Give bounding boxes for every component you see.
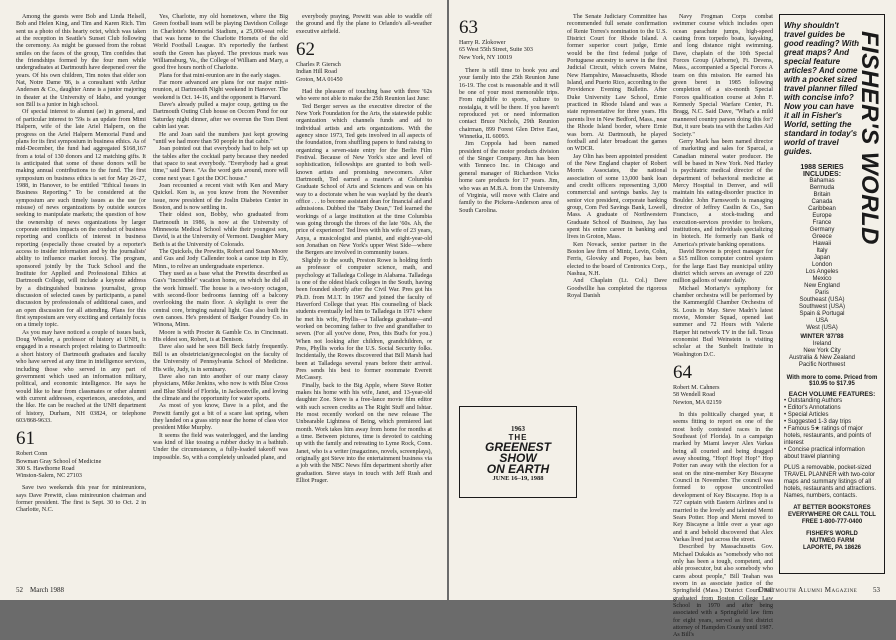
ad-winter-item: Ireland: [812, 341, 832, 347]
address-line: 58 Wendell Road: [673, 392, 716, 399]
ad-brand-vertical: [857, 23, 881, 253]
paragraph: The Quickels, the Prewitts, Robert and Susan Moore and Gus and Jody Callender took a canoe trip in Ely, Minn., to relive an undergraduate experience.: [153, 249, 288, 270]
paragraph: Michael Moriarty's symphony for chamber orchestra will be performed by the Kammergild Chamber Orchestra of St. Louis in May. Steve Madri's latest movie, Monster Squad, opened last summer and 72 Hours with Valerie Harper hit network TV in the fall. Texas economist Bud Weinstein is visiting scholar at the Sunbelt Institute in Washington D.C.: [673, 285, 773, 358]
ad-feature-item: • Famous 5★ ratings of major hotels, restaurants, and points of interest: [784, 426, 880, 447]
paragraph: Described by Massachusetts Gov. Michael Dukakis as "somebody who not only has been a tough, competent, and able prosecutor, but also somebody who cares about people," Bill Teahan was sworn in as associate justice of the Springfield (Mass.) District Court. Bill graduated from Boston College Law School in 1970 and after being associated with a Springfield law firm for eight years, served as first district attorney of Hampden County until 1987. As Bill's: [673, 544, 773, 639]
ad-feature-item: • Suggested 1-3 day trips: [784, 419, 880, 426]
paragraph: Finally, back to the Big Apple, where Steve Rotter makes his home with his wife, Janet, and 13-year-old daughter Zoe. Steve is a free-lance movie film editor with such screen credits as The Right Stuff and Ishtar. He most recently worked on the new release The Unbearable Lightness of Being, which premiered last month. Work takes him away from home for months at a time. Between pictures, time is devoted to catching up with the family and retreating to Lyme Rock, Conn. Janet, who is a writer (magazines, novels, screenplays), originally got Steve into the entertainment business via a job with the NBC News film department shortly after graduation. Steve stays in touch with Jeff Rush and Elliot Prager.: [296, 382, 432, 485]
paragraph: Dave's already pulled a major coup, getting us the Dartmouth Outing Club house on Occom Pond for our Saturday night dinner, after we overrun the Tom Dent cabin last year.: [153, 102, 288, 131]
ad-destination: Germany: [809, 227, 835, 233]
paragraph: Navy Frogman Corps combat swimmer course which includes open ocean parachute jumps, high-speed casting from torpedo boats, kayaking, and long distance night swimming. Dave, chaplain of the 10th Special Forces Group (Airborne), Ft. Devens, Mass., accompanied a Special Forces A team on this mission. He earned his green beret in 1985 following completion of a six-month Special Forces qualification course at John F. Kennedy Special Warfare Center, Ft. Bragg, N.C. Said Dave, "What's a mild mannered country parson doing this for? But, it sure beats tea with the Ladies Aid Society.": [673, 14, 773, 138]
address-line: New York, NY 10019: [459, 54, 513, 61]
paragraph: As you may have noticed a couple of issues back, Doug Wheeler, a professor of history at UNH, is engaged in a research project relating to Dartmouth: a short history of Dartmouth graduates and faculty who have served at any time in intelligence services, including those who served in any part of government which used an information military, political, and economic intelligence. He says he would like to hear from classmates or other alumni with current addresses, experiences, anecdotes, and the like. He can be reached at the UNH department of history, Durham, NH 03824, or telephone 603/868-9633.: [16, 329, 146, 424]
ad-destination: Southeast (USA): [799, 297, 845, 303]
reunion-logo-box: [459, 406, 577, 498]
ad-destination: Paris: [815, 290, 829, 296]
paragraph: Their oldest son, Bobby, who graduated from Dartmouth in 1986, is now at the University of Minnesota Medical School while their youngest son, David, is at the University of Vermont. Daughter Mary Beth is at the University of Colorado.: [153, 212, 288, 248]
column-2-paragraphs: [153, 14, 288, 462]
paragraph: And Chaplain (Lt. Col.) Dave Goodwillie has completed the rigorous Royal Danish: [567, 278, 667, 300]
ad-destination: New England: [804, 283, 840, 289]
ad-press-city: LAPORTE, PA 18626: [802, 545, 862, 551]
address-line: Robert Conn: [16, 451, 48, 458]
paragraph: Plans for that mini-reunion are in the early stages.: [159, 72, 281, 79]
address-line: 300 S. Hawthorne Road: [16, 465, 75, 472]
logo-line-1: GREENEST: [484, 439, 551, 454]
page-number: 52: [16, 586, 23, 594]
class-number-61: 61: [16, 428, 35, 450]
paragraph: Save two weekends this year for minireunions, says Dave Prewitt, class minireunion chairman and former president. The first is Sept. 30 to Oct. 2 in Charlotte, N.C.: [16, 485, 146, 514]
ad-destination: West (USA): [806, 325, 838, 331]
column-1-paragraphs: [16, 14, 146, 425]
paragraph: As most of you know, Dave is a pilot, and the Prewitt family got a bit of a scare last spring, when they landed on a grass strip near the home of class vice president Mike Murphy.: [153, 403, 288, 432]
address-line: 65 West 55th Street, Suite 303: [459, 47, 533, 54]
paragraph: Yes, Charlotte, my old hometown, where the Big Green football team will be playing Davidson College in Charlotte's Memorial Stadium, a 25,000-seat relic that was home to the Charlotte Hornets of the old World Football League. It's reportedly the farthest south the Green has played. The previous mark was Williamsburg, Va., the College of William and Mary, a good five hours north of Charlotte.: [153, 14, 288, 72]
ad-series-includes: INCLUDES:: [802, 171, 842, 178]
paragraph: Among the guests were Bob and Linda Helsell, Bob and Helen King, and Tim and Karen Rich. Tim sent us a photo of this hearty octet, which was taken at the reception in Seattle's Sunset Club following the ceremony. As might be guessed from the robust smiles on the faces of the group, Tim confides that the friendships formed by the four men while undergraduates at Dartmouth have deepened over the years. Of his own children, Tim notes that elder son Nat, Notre Dame '86, is a consultant with Arthur Andersen & Co., daughter Anne is a junior majoring in theater at the University of Idaho, and younger son Bill is a junior in high school.: [16, 14, 146, 109]
ad-destination: Britain: [813, 192, 831, 198]
paragraph: He and Joan said the numbers just kept growing "until we had more than 50 people in that cabin.": [153, 131, 288, 145]
ad-feature-item: • Outstanding Authors: [784, 398, 880, 405]
paragraph: In this politically charged year, it seems fitting to report on one of the most hotly contested races in the Southeast (of Florida). In a campaign marked by Miami lawyer Alex Varkas being all courted and being dragged away shouting, "Hop! Hop! Hop!" Hop Potter ran away with the election for a seat on the nine-member Key Biscayne Council in November. The council was formed to oppose uncontrolled development of Key Biscayne. Hop is a 727 captain with Eastern Airlines and is married to the lovely and talented Merni Sears Potter. Hop and Merni moved to Key Biscayne a little over a year ago and it and behold discovered that Alex Varkas lived just across the street.: [673, 412, 773, 543]
left-folio: [16, 586, 64, 594]
ad-series-title: 1988 SERIES: [800, 164, 844, 171]
address-line: Indian Hill Road: [296, 69, 337, 76]
ad-winter-list: [784, 341, 860, 369]
ad-destination-list: [784, 178, 860, 332]
ad-headline: Why shouldn't travel guides be good reading? With great maps? And special feature articles? And come with a pocket sized travel planner filled with concise info? Now you can have it all in Fisher's World, setting the standard in today's world of travel guides.: [784, 21, 860, 156]
ad-destination: Hawaii: [812, 241, 831, 247]
ad-destination: Canada: [811, 199, 833, 205]
ad-destination: Caribbean: [808, 206, 836, 212]
paragraph: Joan recounted a recent visit with Ken and Mary Quickel. Ken is, as you know from the November issue, now president of the Joslin Diabetes Center in Boston, and is now settling in.: [153, 182, 288, 211]
paragraph: Had the pleasure of touching base with three '62s who were not able to make the 25th Reunion last June:: [296, 88, 432, 103]
paragraph: Dave also said he sees Bill Beck fairly frequently. Bill is an obstetrician/gynecologist on the faculty of the University of Pennsylvania School of Medicine. His wife, Judy, is in seminary.: [153, 344, 288, 373]
paragraph: They used as a base what the Prewitts described as Gus's "incredible" vacation home, on which he did all the work himself. The house is a two-story octagon, with second-floor bedrooms fanning off a balcony overlooking the main floor. A skylight is over the central core, bringing natural light. Gus also built his own canoes. He's president of Badger Foundry Co. in Winona, Minn.: [153, 271, 288, 329]
column-1-after-paragraphs: [16, 485, 146, 514]
paragraph: David Browne is project manager for a $15 million computer control system for the large East Bay municipal utility district which serves an average of 220 million gallons of water daily.: [673, 249, 773, 285]
ad-brand: FISHER'S WORLD: [856, 30, 883, 246]
paragraph: It seems the field was waterlogged, and the landing was kind of like tossing a rubber ducky in a bathtub. Under the circumstances, a fully-loaded takeoff was impossible. So, with a completely unloaded plane, and: [153, 432, 288, 461]
ad-winter-item: New York City: [803, 348, 841, 354]
logo-line-2: SHOW: [499, 450, 537, 465]
ad-press: [784, 531, 880, 552]
paragraph: Jay Olin has been appointed president of the New England chapter of Robert Morris Associates, the national association of some 13,000 bank loan and credit officers representing 3,000 commercial and savings banks. Jay is senior vice president, corporate banking group, Com Fed Savings Bank, Lowell, Mass. A graduate of Northwestern Graduate School of Business, Jay has spent his entire career in banking and lives in Groton, Mass.: [567, 153, 667, 241]
left-column-2: [153, 14, 288, 574]
issue-month: March 1988: [30, 586, 65, 594]
ad-destination: Mexico: [812, 276, 832, 282]
class-number-63: 63: [459, 17, 478, 38]
paragraph: There is still time to book you and your family into the 25th Reunion June 16-19. The cost is reasonable and it will be one of your most memorable trips. From nightlife to sports, culture to nostalgia, it will be there. If you haven't reproduced yet or need information contact Bruce Nichols, 29th Reunion chairman, 899 Forest Glen Drive East, Winnetka, IL 60093.: [459, 68, 559, 141]
paragraph: Joan pointed out that everybody had to help set up the tables after the cocktail party because they needed that space to seat everybody. "Everybody had a great time," said Dave. "As the word gets around, more will come next year. I got the DOC house.": [153, 146, 288, 182]
reunion-logo: [459, 398, 577, 506]
address-line: Winston-Salem, NC 27103: [16, 473, 82, 480]
class-secretary-address: [16, 451, 146, 480]
paragraph: Dave also ran into another of our many classy physicians, Mike Jenkins, who now is with Blue Cross and Blue Shield of Florida, in Jacksonville, and loving the climate and the opportunity for water sports.: [153, 373, 288, 402]
ad-press-name: FISHER'S WORLD: [806, 531, 858, 537]
address-line: Robert M. Cahners: [673, 385, 720, 392]
ad-destination: Southwest (USA): [798, 304, 846, 310]
class-number-64: 64: [673, 362, 692, 384]
class-secretary-address: [296, 62, 432, 84]
ad-feature-item: • Special Articles: [784, 412, 880, 419]
column-3-after-paragraphs: [673, 412, 773, 640]
paragraph: Far more advanced are plans for our major mini-reunion, at Dartmouth Night weekend in Hanover. The weekend is Oct. 14-16, and the opponent is Harvard.: [153, 80, 288, 101]
left-column-3: [296, 14, 432, 574]
right-column-2: [567, 14, 667, 574]
ad-destination: Italy: [816, 248, 828, 254]
ad-destination: Greece: [812, 234, 832, 240]
page-number: 53: [873, 586, 880, 594]
ad-plus: PLUS a removable, pocket-sized TRAVEL PLANNER with two-color maps and summary listings of all hotels, restaurants and attractions. Names, numbers, contacts.: [784, 465, 877, 499]
ad-winter-item: Australia & New Zealand: [788, 355, 856, 361]
column-3-paragraphs: [296, 14, 432, 36]
ad-order-info: AT BETTER BOOKSTORES EVERYWHERE OR CALL TOLL FREE 1-800-777-0400: [788, 505, 876, 525]
right-column-1-text: [459, 68, 559, 398]
paragraph: Ken Novack, senior partner in the Boston law firm of Mintz, Levin, Cohn, Ferris, Glovsky and Popeo, has been elected to the board of Centronics Corp., Nashua, N.H.: [567, 241, 667, 278]
ad-features-list: [784, 398, 880, 461]
ad-destination: Europe: [812, 213, 832, 219]
paragraph: Slightly to the south, Preston Rowe is holding forth as professor of computer science, math, and psychology at Talladega College in Alabama. Talladega is one of the oldest black colleges in the South, having been founded shortly after the Civil War. Pres got his Ph.D. from M.I.T. In 1967 and joined the faculty of Haverford College that year. His counseling of black students eventually led him to Talladega in 1971 where he met his wife, Phyllis—a Talladega graduate—and worked on becoming father to five and grandfather to seven. (For all you've done, Pres, this Bud's for you.) When not looking after children, grandchildren, or Pres, Phyllis works for the U.S. Social Security folks. Incidentally, the Rowes discovered that Bill Marsh had been at Talladega several years before their arrival. Pres sends his best to former roommate Everett McCassey.: [296, 257, 432, 382]
address-line: Newton, MA 02159: [673, 399, 722, 406]
paragraph: everybody praying, Prewitt was able to waddle off the ground and fly the plane to Orlando's all-weather executive airfield.: [296, 14, 432, 35]
column-1-paragraphs: [459, 68, 559, 215]
address-line: Groton, MA 01450: [296, 76, 343, 83]
ad-destination: Bahamas: [809, 178, 835, 184]
column-3-after-paragraphs: [296, 89, 432, 486]
paragraph: Ted Berger serves as the executive director of the New York Foundation for the Arts, the statewide public organization which channels funds and aid to individual artists and arts organizations. With the agency since 1973, Ted gets involved in all aspects of the foundation, from shuffling papers to fund raising to organizing a seven-state entry for the Berlin Film Festival. Because of New York's size and level of sophistication, fellowships are granted to both well-known artists and promising newcomers. After Dartmouth, Ted earned a master's at Columbia Graduate School of Arts and Sciences and was on his way to a doctorate when he was waylaid by the dean's office . . . to become assistant dean for financial aid and admissions. Dubbed the "Baby Dean," Ted learned the workings of a large institution at the time Columbia was going through the throes of the late '60s. Ah, the price of experience! Ted lives with his wife of 23 years, Anya, a musicologist and pianist, and eight-year-old son Jonathan on New York's upper West Side—where the Bergers are involved in community issues.: [296, 103, 432, 257]
ad-destination: France: [812, 220, 832, 226]
fishers-world-ad: [779, 14, 885, 574]
address-line: Charles P. Giersch: [296, 62, 341, 69]
column-3-paragraphs: [673, 14, 773, 359]
ad-destination: Bermuda: [809, 185, 835, 191]
ad-press-sub: NUTMEG FARM: [809, 538, 855, 544]
ad-features: [784, 391, 880, 461]
left-column-1: [16, 14, 146, 574]
magazine-name: Dartmouth Alumni Magazine: [758, 586, 858, 594]
logo-top: THE: [508, 432, 528, 442]
address-line: Bowman Gray School of Medicine: [16, 458, 102, 465]
logo-year: 1963: [511, 424, 525, 433]
right-column-3: [673, 14, 773, 639]
ad-series: [784, 164, 860, 369]
paragraph: Gerry Mark has been named director of marketing and sales for Sparcal, a Canadian mineral water producer. He will be based in New York. Ned Harley is psychiatric medical director of the department of behavioral medicine at Mercy Hospital in Denver, and will maintain his eating-disorder practice in Boulder. John Farnsworth is managing director of Jeffrey Castlin & Co., San Francisco, a stock-trading and execution-services provider to brokers, institutions, and individuals specializing in biotech. He formerly ran Bank of America's private banking operations.: [673, 138, 773, 248]
left-page: [0, 0, 447, 600]
ad-features-title: EACH VOLUME FEATURES:: [788, 391, 876, 398]
ad-destination: London: [811, 262, 833, 268]
right-folio: [759, 586, 880, 594]
address-line: Harry R. Zlokower: [459, 40, 506, 46]
ad-destination: Los Angeles: [805, 269, 839, 275]
column-2-paragraphs: [567, 14, 667, 300]
ad-price: With more to come. Priced from $10.95 to $17.95: [786, 375, 878, 387]
right-page: [449, 0, 896, 639]
ad-destination: Japan: [813, 255, 831, 261]
ad-winter-title: WINTER '87/'88: [800, 334, 844, 340]
logo-line-3: ON EARTH: [486, 461, 550, 476]
logo-dates: JUNE 16–19, 1988: [492, 474, 544, 482]
paragraph: Moore is with Procter & Gamble Co. in Cincinnati. His eldest son, Robert, is at Denison.: [153, 329, 288, 344]
ad-winter-item: Pacific Northwest: [798, 362, 846, 368]
paragraph: The Senate Judiciary Committee has recommended full senate confirmation of Renie Torres's nomination to the U.S. District Court for Rhode Island. A former superior court judge, Ernie would be the first federal judge of Portuguese ancestry to serve in the first Judicial Circuit, which covers Maine, New Hampshire, Massachusetts, Rhode Island, and Puerto Rico, according to the Providence Evening Bulletin. After Duke University Law School, Ernie practiced in Rhode Island and was a state representative for three years. His parents live in New Bedford, Mass., near the Rhode Island border, where Ernie was born. At Dartmouth, he played football and later broadcast the games on WDCR.: [567, 14, 668, 153]
ad-destination: Spain & Portugal: [799, 311, 845, 317]
ad-feature-item: • Concise practical information about travel planning: [784, 447, 880, 461]
ad-feature-item: • Editor's Annotations: [784, 405, 880, 412]
class-number-62: 62: [296, 39, 315, 61]
paragraph: Jim Coppola had been named president of the motor products division of the Singer Company. Jim has been with Tenneco Inc. in Chicago and general manager of Richardson Vicks home care products for 17 years. Jim, who was an M.B.A. from the University of Virginia, will move with Claire and family to the Pickens-Anderson area of South Carolina.: [459, 141, 559, 214]
class-secretary-address: [673, 385, 773, 407]
ad-destination: USA: [815, 318, 829, 324]
paragraph: Of special interest to alumni (ae) in general, and of particular interest to '59s is an update from Mimi Halpern, wife of the late Ariel Halpern, on the progress on the Ariel Halpern Memorial Fund and plans for its first symposium in business ethics. As of mid-December, the fund had aggregated $168,167 from a total of 130 donors and 12 matching gifts. It is anticipated that some of these donors will be making annual contributions to the fund. The first symposium on business ethics is set for May 26-27, 1988, in Hanover, to be entitled "Ethical Issues in Business Reporting." To be considered at the symposium are such timely issues as the use (or misuse) of news organizations by outside sources seeking to manipulate markets; the question of how the ownership of news organizations by larger corporate entities impacts on the conduct of business reporting and conflicts of interest in business reporting (especially those created by a reporter's access to insider information and by the journalists' ability to influence market forces). The program, sponsored jointly by the Tuck School and the Institute for Applied and Professional Ethics at Dartmouth College, will include a keynote address by a distinguished business journalist, group discussion of selected cases by participants, a panel discussion by professionals of additional cases, and an open discussion for all attending. Plans for this first symposium are very exciting and certainly focus on a timely topic.: [16, 109, 146, 329]
